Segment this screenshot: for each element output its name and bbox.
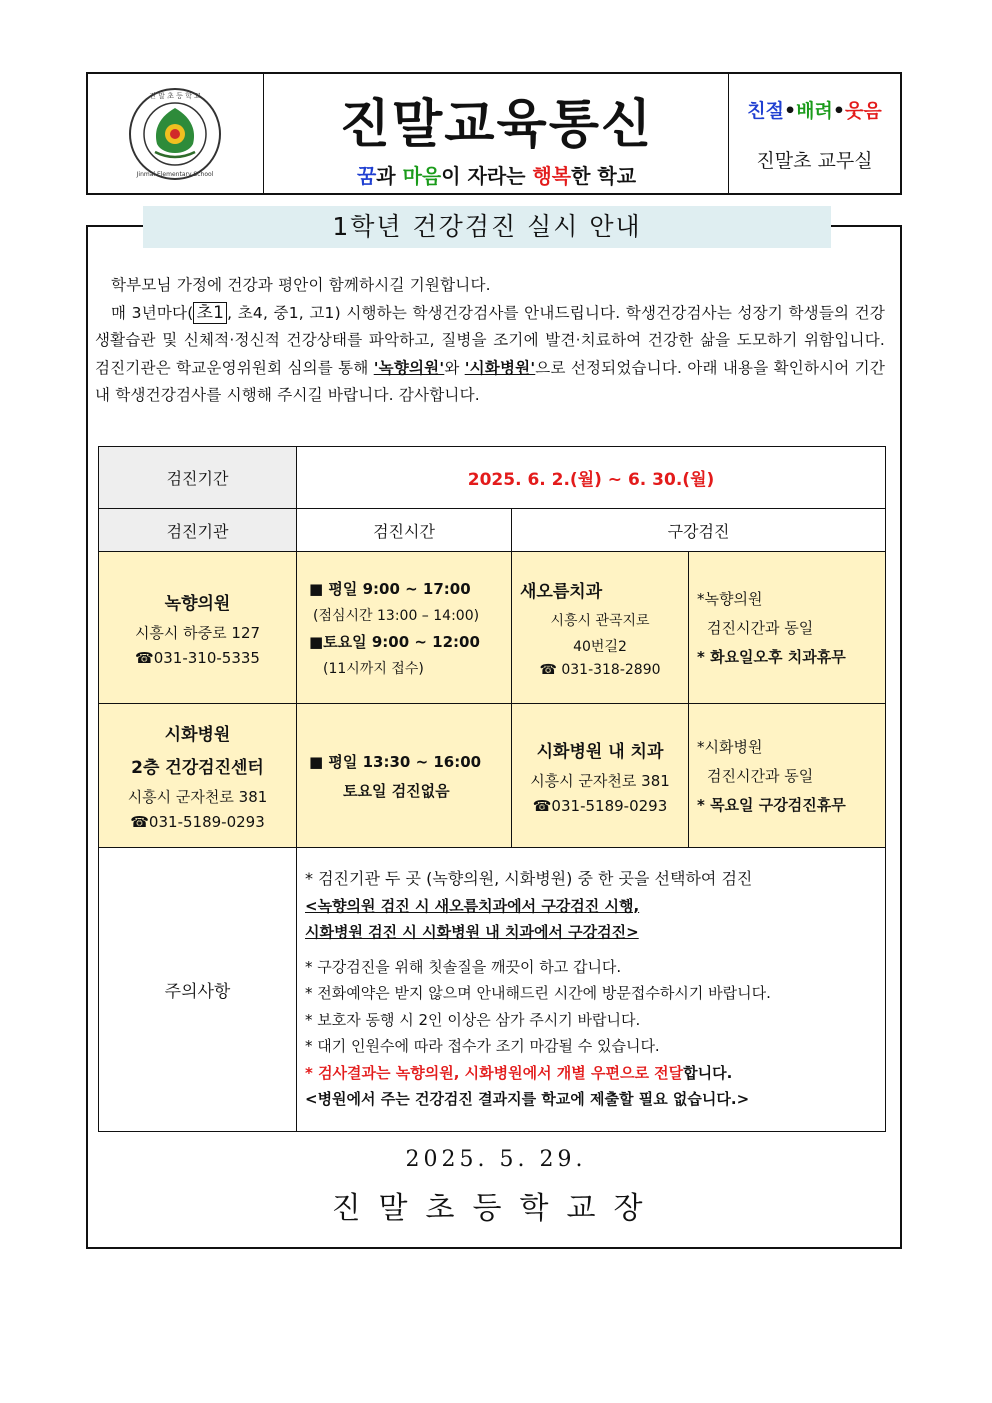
slogan-happiness: 행복: [532, 164, 572, 188]
intro-clinic-name: '녹향의원': [373, 358, 445, 377]
value-separator: •: [832, 100, 846, 122]
dental-note-cell: [689, 552, 886, 704]
institution-phone: ☎031-5189-0293: [130, 813, 265, 831]
school-logo: [127, 86, 223, 182]
svg-text:진 말 초 등 학 교: 진 말 초 등 학 교: [149, 92, 201, 100]
value-consideration: 배려: [796, 100, 833, 122]
institution-name: 시화병원: [164, 725, 231, 745]
dental-name: 새오름치과: [520, 582, 603, 602]
dental-address: 40번길2: [573, 639, 627, 655]
dental-closed-note: * 화요일오후 치과휴무: [697, 648, 846, 666]
value-separator: •: [783, 100, 797, 122]
office-name: 진말초 교무실: [756, 150, 873, 172]
dental-cell: [512, 704, 689, 848]
time-lunch: (점심시간 13:00 – 14:00): [313, 607, 480, 624]
intro-part: , 초4, 중1, 고1) 시행하는 학생건강검사를 안내드립니다. 학생건강검사는 성장기 학생들의 건강생활습관 및 신체적·정신적 건강상태를 파악하고, 질병을 조기에 발견·치료하여 건강한 삶을 도모하기 위함입니다. 검진기관은 학교운영위원회 심의를 통해: [95, 303, 885, 377]
dental-phone: ☎031-5189-0293: [532, 796, 668, 815]
period-row: [99, 447, 886, 509]
dental-note-cell: [689, 704, 886, 848]
school-slogan: [264, 160, 729, 189]
notice-dental-info: 시화병원 검진 시 시화병원 내 치과에서 구강검진>: [305, 923, 639, 942]
notice-item: * 보호자 동행 시 2인 이상은 삼가 주시기 바랍니다.: [305, 1010, 641, 1029]
dental-note: *시화병원: [697, 738, 763, 756]
value-kindness: 친절: [747, 100, 784, 122]
column-header-row: [99, 509, 886, 552]
table-row: [99, 704, 886, 848]
period-label: 검진기간: [99, 447, 297, 509]
time-saturday-note: (11시까지 접수): [323, 660, 424, 677]
notice-item: * 전화예약은 받지 않으며 안내해드린 시간에 방문접수하시기 바랍니다.: [305, 984, 771, 1003]
intro-greeting: 학부모님 가정에 건강과 평안이 함께하시길 기원합니다.: [111, 276, 491, 294]
institution-cell: [99, 552, 297, 704]
time-saturday: ■토요일 9:00 ~ 12:00: [309, 632, 480, 651]
notice-item: * 구강검진을 위해 칫솔질을 깨끗이 하고 갑니다.: [305, 957, 622, 976]
institution-cell: [99, 704, 297, 848]
intro-text: [95, 272, 885, 410]
intro-grade-highlight: 초1: [193, 302, 227, 324]
time-saturday: 토요일 검진없음: [343, 781, 450, 800]
institution-address: 시흥시 하중로 127: [134, 623, 261, 642]
time-cell: [297, 704, 512, 848]
values-cell: [729, 74, 900, 193]
notice-item: * 검진기관 두 곳 (녹향의원, 시화병원) 중 한 곳을 선택하여 검진: [305, 869, 753, 889]
col-dental: 구강검진: [512, 509, 886, 552]
intro-body: [95, 300, 885, 410]
institution-address: 시흥시 군자천로 381: [127, 788, 268, 806]
school-values: [729, 96, 900, 123]
institution-name: 녹향의원: [164, 593, 231, 614]
notice-result-end: 합니다.: [683, 1063, 733, 1082]
dental-closed-note: * 목요일 구강검진휴무: [697, 796, 846, 814]
issue-date: 2025. 5. 29.: [405, 1147, 587, 1172]
principal-signature: 진말초등학교장: [331, 1191, 661, 1226]
slogan-dream: 꿈: [356, 164, 377, 188]
col-time: 검진시간: [297, 509, 512, 552]
table-row: [99, 552, 886, 704]
slogan-part: 이 자라는: [441, 164, 533, 188]
notice-row: [99, 848, 886, 1132]
col-institution: 검진기관: [99, 509, 297, 552]
intro-hospital-name: '시화병원': [464, 358, 536, 377]
dental-note: *녹향의원: [697, 590, 763, 608]
title-cell: [264, 74, 729, 193]
slogan-part: 과: [376, 164, 403, 188]
notice-title: 1학년 건강검진 실시 안내: [143, 206, 831, 248]
period-value: 2025. 6. 2.(월) ~ 6. 30.(월): [297, 447, 886, 509]
notice-label: 주의사항: [99, 848, 297, 1132]
time-cell: [297, 552, 512, 704]
notice-result-item: [305, 1060, 885, 1087]
notice-item: <병원에서 주는 건강검진 결과지를 학교에 제출할 필요 없습니다.>: [305, 1090, 750, 1109]
checkup-schedule-table: [98, 446, 886, 1132]
dental-note: 검진시간과 동일: [707, 619, 814, 637]
dental-cell: [512, 552, 689, 704]
time-weekday: ■ 평일 9:00 ~ 17:00: [309, 579, 471, 598]
intro-part: 매 3년마다(: [111, 303, 194, 322]
time-weekday: ■ 평일 13:30 ~ 16:00: [309, 752, 482, 771]
dental-address: 시흥시 군자천로 381: [530, 771, 670, 790]
logo-cell: [88, 74, 264, 193]
notice-result-red: * 검사결과는 녹향의원, 시화병원에서 개별 우편으로 전달: [305, 1063, 684, 1082]
intro-part: 와: [444, 358, 465, 377]
newsletter-title: 진말교육통신: [339, 95, 654, 155]
slogan-heart: 마음: [402, 164, 442, 188]
newsletter-header: [86, 72, 902, 195]
value-smile: 웃음: [845, 100, 882, 122]
institution-phone: ☎031-310-5335: [135, 648, 260, 667]
dental-address: 시흥시 관곡지로: [550, 613, 650, 629]
svg-text:Jinmal Elementary School: Jinmal Elementary School: [136, 171, 214, 178]
dental-phone: ☎ 031-318-2890: [539, 662, 661, 678]
notice-cell: [297, 848, 886, 1132]
notice-item: * 대기 인원수에 따라 접수가 조기 마감될 수 있습니다.: [305, 1037, 660, 1056]
institution-center: 2층 건강검진센터: [131, 758, 264, 778]
dental-note: 검진시간과 동일: [707, 767, 814, 785]
slogan-part: 한 학교: [571, 164, 637, 188]
intro-part: 으로 선정되었습니다. 아래 내용을 확인하시어 기간 내 학생건강검사를 시행해 주시길 바랍니다. 감사합니다.: [95, 358, 885, 404]
dental-name: 시화병원 내 치과: [536, 741, 664, 762]
notice-dental-info: <녹향의원 검진 시 새오름치과에서 구강검진 시행,: [305, 896, 640, 915]
